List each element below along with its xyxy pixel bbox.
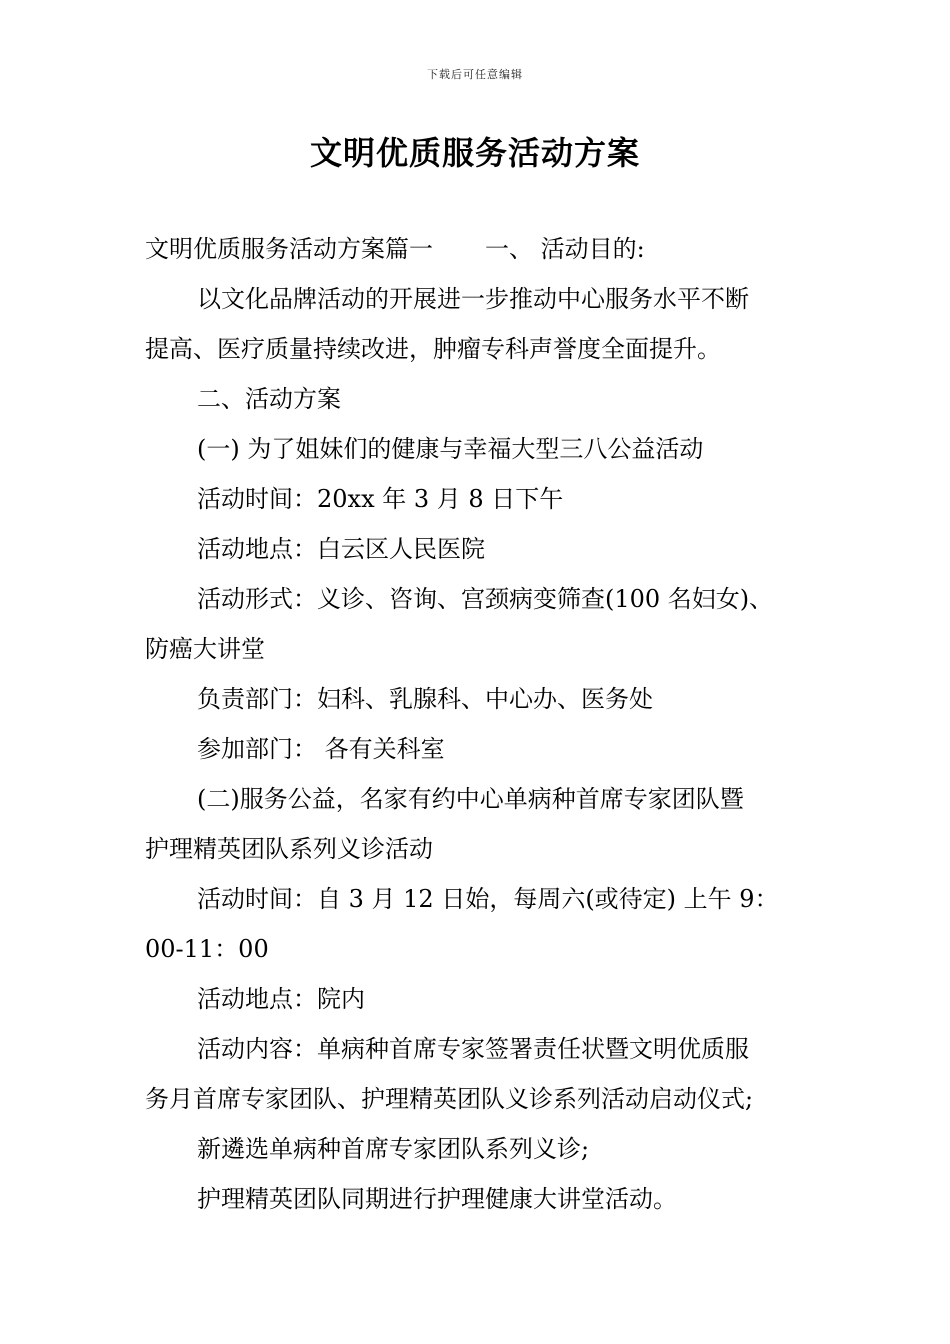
first-line [145,224,810,274]
text-line: 活动形式：义诊、咨询、宫颈病变筛查(100 名妇女)、 [197,585,774,613]
document-body [145,224,810,1224]
text-line: (一) 为了姐妹们的健康与幸福大型三八公益活动 [197,435,704,463]
text-line: 参加部门： 各有关科室 [197,735,445,763]
section-heading: 一、 活动目的: [485,235,645,263]
text-line: 活动地点：院内 [197,985,365,1013]
text-line: 防癌大讲堂 [145,635,265,663]
text-line: 提高、医疗质量持续改进，肿瘤专科声誉度全面提升。 [145,335,721,363]
text-line: 护理精英团队同期进行护理健康大讲堂活动。 [197,1185,677,1213]
text-line: 活动时间：自 3 月 12 日始，每周六(或待定) 上午 9： [197,885,779,913]
text-line: 二、活动方案 [197,385,341,413]
text-line: 00-11：00 [145,935,269,963]
article-heading: 文明优质服务活动方案篇一 [145,235,433,263]
text-line: 护理精英团队系列义诊活动 [145,835,433,863]
text-line: 以文化品牌活动的开展进一步推动中心服务水平不断 [197,285,749,313]
text-line: 活动地点：白云区人民医院 [197,535,485,563]
text-line: 务月首席专家团队、护理精英团队义诊系列活动启动仪式; [145,1085,754,1113]
text-line: 活动时间：20xx 年 3 月 8 日下午 [197,485,564,513]
header-note: 下载后可任意编辑 [427,68,523,81]
text-line: 新遴选单病种首席专家团队系列义诊; [197,1135,590,1163]
paragraph-lines [145,274,810,1224]
document-title: 文明优质服务活动方案 [309,134,640,172]
text-line: (二)服务公益，名家有约中心单病种首席专家团队暨 [197,785,744,813]
text-line: 负责部门：妇科、乳腺科、中心办、医务处 [197,685,653,713]
text-line: 活动内容：单病种首席专家签署责任状暨文明优质服 [197,1035,749,1063]
